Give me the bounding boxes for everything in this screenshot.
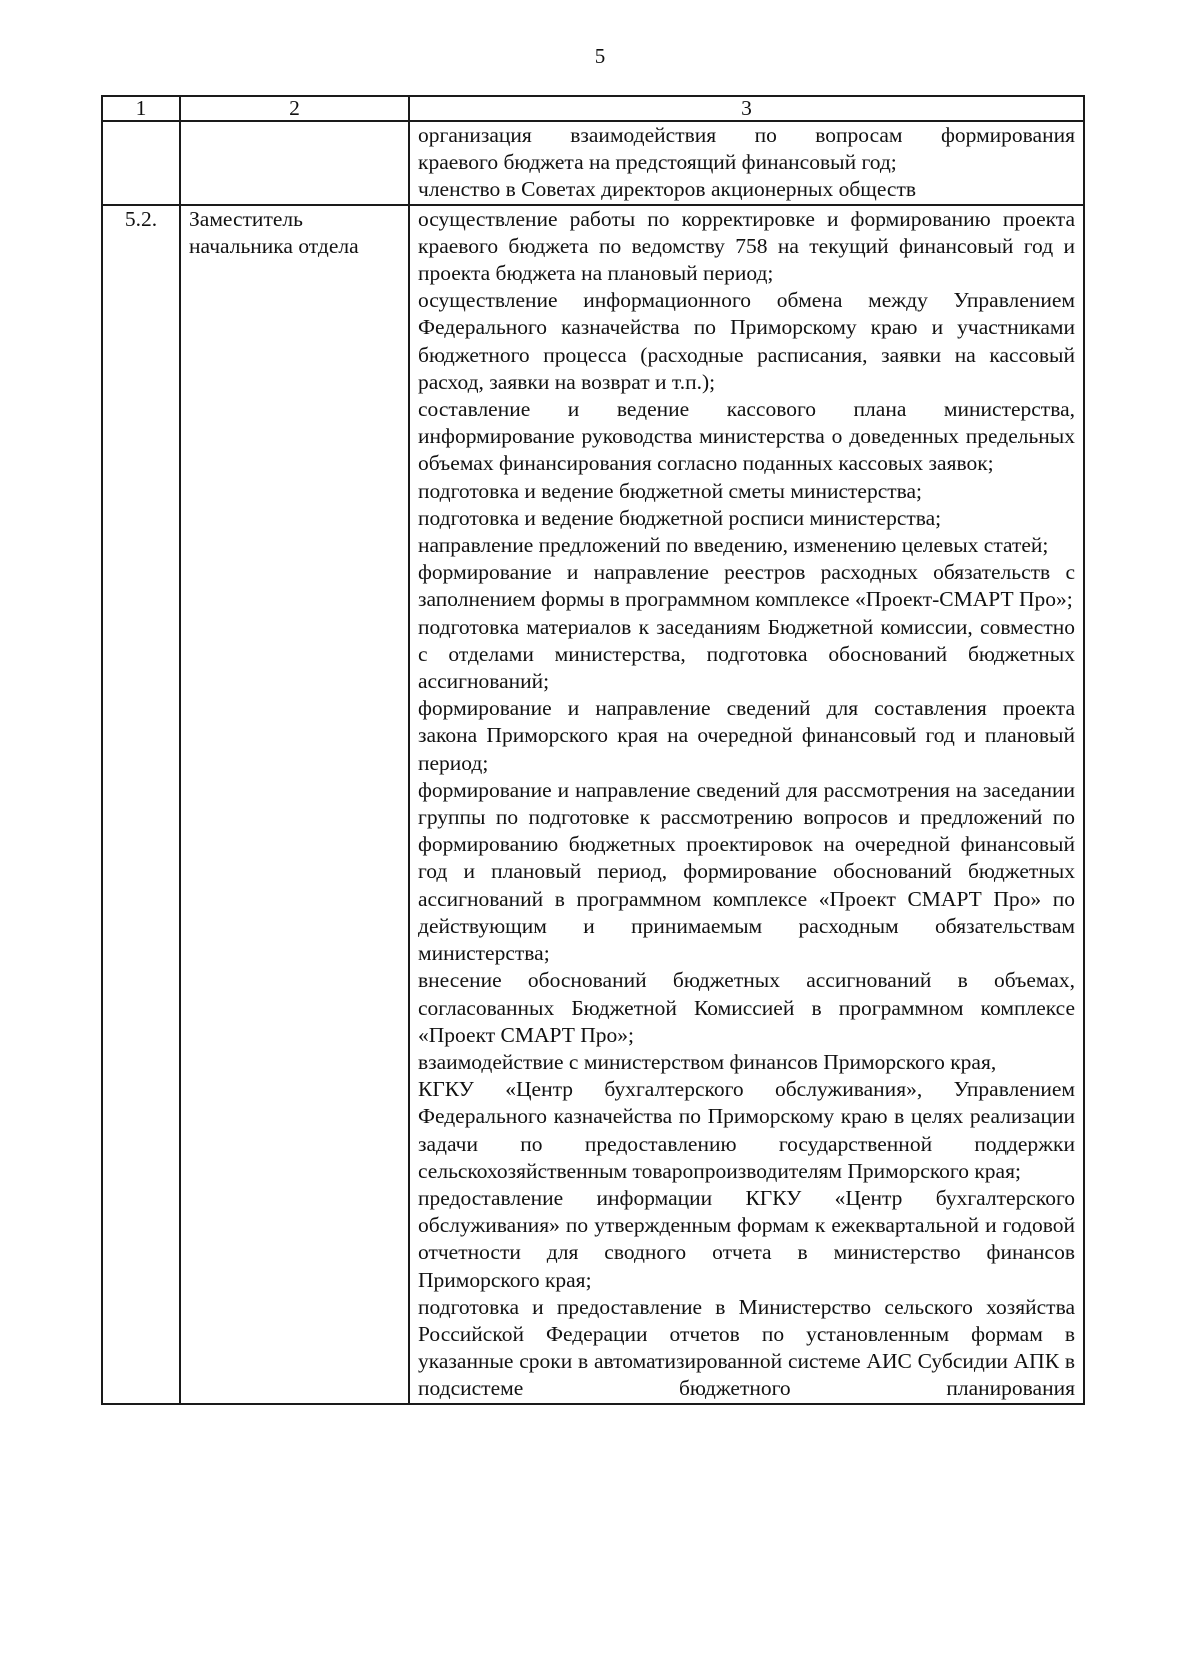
duty-item: формирование и направление реестров расходных обязательств с заполнением формы в программном комплексе «Проект-СМАРТ Про»; xyxy=(418,560,1075,612)
duty-item: подготовка и ведение бюджетной росписи министерства; xyxy=(418,505,942,530)
duty-item: составление и ведение кассового плана министерства, информирование руководства министерства о доведенных предельных объемах финансирования согласно поданных кассовых заявок; xyxy=(418,397,1075,476)
duty-item: предоставление информации КГКУ «Центр бухгалтерского обслуживания» по утвержденным формам к ежеквартальной и годовой отчетности для сводного отчета в министерство финансов Приморского края; xyxy=(418,1185,1075,1292)
duty-item: КГКУ «Центр бухгалтерского обслуживания», Управлением Федерального казначейства по Приморскому краю в целях реализации задачи по предоставлению государственной поддержки сельскохозяйственным товаропроизводителям Приморского края; xyxy=(418,1077,1075,1183)
duty-item: осуществление работы по корректировке и формированию проекта краевого бюджета по ведомству 758 на текущий финансовый год и проекта бюджета на плановый период; xyxy=(418,206,1075,286)
page-number: 5 xyxy=(594,44,606,68)
header-col-2: 2 xyxy=(180,96,409,121)
duty-item: подготовка и предоставление в Министерство сельского хозяйства Российской Федерации отчетов по установленным формам в указанные сроки в автоматизированной системе АИС Субсидии АПК в подсистеме бюджетного планирования xyxy=(418,1294,1075,1401)
continuation-duties-cell xyxy=(409,121,1084,205)
row-number-cell: 5.2. xyxy=(102,205,180,1404)
table-row-5-2 xyxy=(102,205,1084,1404)
table-header-row xyxy=(102,96,1084,121)
duty-item: формирование и направление сведений для составления проекта закона Приморского края на очередной финансовый год и плановый период; xyxy=(418,696,1075,775)
duties-cell xyxy=(409,205,1084,1404)
duty-item: внесение обоснований бюджетных ассигнований в объемах, согласованных Бюджетной Комиссией в программном комплексе «Проект СМАРТ Про»; xyxy=(418,968,1075,1047)
table-row-continuation xyxy=(102,121,1084,205)
duty-item: направление предложений по введению, изменению целевых статей; xyxy=(418,533,1049,558)
position-title-cell: Заместитель начальника отдела xyxy=(180,205,409,1404)
duty-item: формирование и направление сведений для рассмотрения на заседании группы по подготовке к рассмотрению вопросов и предложений по формированию бюджетных проектировок на очередной финансовый год и плановый период, формирование обоснований бюджетных ассигнований в программном комплексе «Проект СМАРТ Про» по действующим и принимаемым расходным обязательствам министерства; xyxy=(418,777,1075,966)
duty-item: взаимодействие с министерством финансов Приморского края, xyxy=(418,1049,997,1074)
duty-line: организация взаимодействия по вопросам формирования xyxy=(418,123,1075,147)
empty-number-cell xyxy=(102,121,180,205)
empty-position-cell xyxy=(180,121,409,205)
duty-line: членство в Советах директоров акционерных обществ xyxy=(418,177,916,202)
header-col-1: 1 xyxy=(102,96,180,121)
duty-item: осуществление информационного обмена между Управлением Федерального казначейства по Приморскому краю и участниками бюджетного процесса (расходные расписания, заявки на кассовый расход, заявки на возврат и т.п.); xyxy=(418,288,1075,394)
duties-table xyxy=(101,95,1085,1405)
duty-item: подготовка материалов к заседаниям Бюджетной комиссии, совместно с отделами министерства, подготовка обоснований бюджетных ассигнований; xyxy=(418,614,1075,694)
duty-item: подготовка и ведение бюджетной сметы министерства; xyxy=(418,478,923,503)
duty-line: краевого бюджета на предстоящий финансовый год; xyxy=(418,150,897,175)
header-col-3: 3 xyxy=(409,96,1084,121)
